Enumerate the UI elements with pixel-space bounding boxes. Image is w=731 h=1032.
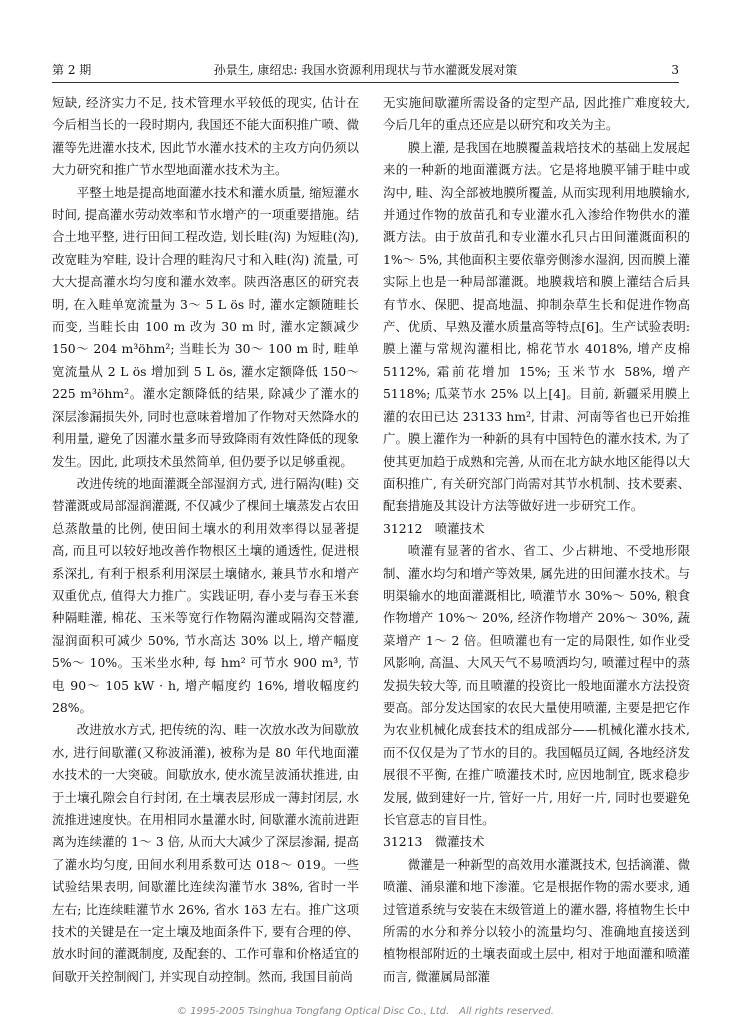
paragraph: 喷灌有显著的省水、省工、少占耕地、不受地形限制、灌水均匀和增产等效果, 属先进的田间灌水技术。与明渠输水的地面灌溉相比, 喷灌节水 30%～ 50%, 粮食作物增产 10%～ 20%, 经济作物增产 20%～ 30%, 蔬菜增产 1～ 2 倍。但喷灌也有一定的局限性, 如作业受风影响, 高温、大风天气不易喷洒均匀, 喷灌过程中的蒸发损失较大等, 而且喷灌的投资比一般地面灌水方法投资要高。部分发达国家的农民大量使用喷灌, 主要是把它作为农业机械化成套技术的组成部分——机械化灌水技术, 而不仅仅是为了节水的目的。我国幅员辽阔, 各地经济发展很不平衡, 在推广喷灌技术时, 应因地制宜, 既求稳步发展, 做到建好一片, 管好一片, 用好一片, 同时也要避免长官意志的盲目性。	[383, 543, 690, 827]
section-heading: 31213 微灌技术	[383, 834, 485, 850]
copyright-footer: © 1995-2005 Tsinghua Tongfang Optical Disc Co., Ltd. All rights reserved.	[177, 1006, 554, 1017]
issue-number: 第 2 期	[52, 63, 92, 77]
paragraph: 改进传统的地面灌溉全部湿润方式, 进行隔沟(畦) 交替灌溉或局部湿润灌溉, 不仅减少了棵间土壤蒸发占农田总蒸散量的比例, 使田间土壤水的利用效率得以显著提高, 而且可以较好地改善作物根区土壤的通透性, 促进根系深扎, 有利于根系利用深层土壤储水, 兼具节水和增产双重优点, 值得大力推广。实践证明, 春小麦与春玉米套种隔畦灌, 棉花、玉米等宽行作物隔沟灌或隔沟交替灌, 湿润面积可减少 50%, 节水高达 30% 以上, 增产幅度 5%～ 10%。玉米坐水种, 每 hm² 可节水 900 m³, 节电 90～ 105 kW · h, 增产幅度约 16%, 增收幅度约 28%。	[52, 475, 359, 715]
right-column	[383, 92, 690, 988]
paragraph: 微灌是一种新型的高效用水灌溉技术, 包括滴灌、微喷灌、涌泉灌和地下渗灌。它是根据作物的需水要求, 通过管道系统与安装在末级管道上的灌水器, 将植物生长中所需的水分和养分以较小的流量均匀、准确地直接送到植物根部附近的土壤表面或土层中, 相对于地面灌和喷灌而言, 微灌属局部灌	[383, 856, 690, 984]
paragraph: 改进放水方式, 把传统的沟、畦一次放水改为间歇放水, 进行间歇灌(又称波涌灌), 被称为是 80 年代地面灌水技术的一大突破。间歇放水, 使水流呈波涌状推进, 由于土壤孔隙会自行封闭, 在土壤表层形成一薄封闭层, 水流推进速度快。在用相同水量灌水时, 间歇灌水流前进距离为连续灌的 1～ 3 倍, 从而大大减少了深层渗漏, 提高了灌水均匀度, 田间水利用系数可达 018～ 019。一些试验结果表明, 间歇灌比连续沟灌节水 38%, 省时一半左右; 比连续畦灌节水 26%, 省水 1ö3 左右。推广这项技术的关键是在一定土壤及地面条件下, 要有合理的停、放水时间的灌溉制度, 及配套的、工作可靠和价格适宜的间歇开关控制阀门, 并实现自动控制。然而, 我国目前尚	[52, 722, 359, 984]
paragraph: 膜上灌, 是我国在地膜覆盖栽培技术的基础上发展起来的一种新的地面灌溉方法。它是将地膜平铺于畦中或沟中, 畦、沟全部被地膜所覆盖, 从而实现利用地膜输水, 并通过作物的放苗孔和专业灌水孔入渗给作物供水的灌溉方法。由于放苗孔和专业灌水孔只占田间灌溉面积的 1%～ 5%, 其他面积主要依靠旁侧渗水湿润, 因而膜上灌实际上也是一种局部灌溉。地膜栽培和膜上灌结合后具有节水、保肥、提高地温、抑制杂草生长和促进作物高产、优质、早熟及灌水质量高等特点[6]。生产试验表明: 膜上灌与常规沟灌相比, 棉花节水 4018%, 增产皮棉 5112%, 霜前花增加 15%; 玉米节水 58%, 增产 5118%; 瓜菜节水 25% 以上[4]。目前, 新疆采用膜上灌的农田已达 23133 hm², 甘肃、河南等省也已开始推广。膜上灌作为一种新的具有中国特色的灌水技术, 为了使其更加趋于成熟和完善, 从而在北方缺水地区能得以大面积推广, 有关研究部门尚需对其节水机制、技术要素、配套措施及其设计方法等做好进一步研究工作。	[383, 139, 690, 514]
article-running-title: 孙景生, 康绍忠: 我国水资源利用现状与节水灌溉发展对策	[213, 63, 518, 77]
left-column	[52, 92, 359, 988]
page-number: 3	[671, 63, 679, 77]
paragraph: 无实施间歇灌所需设备的定型产品, 因此推广难度较大, 今后几年的重点还应是以研究和攻关为主。	[383, 95, 690, 133]
running-header	[52, 58, 679, 83]
paragraph: 平整土地是提高地面灌水技术和灌水质量, 缩短灌水时间, 提高灌水劳动效率和节水增产的一项重要措施。结合土地平整, 进行田间工程改造, 划长畦(沟) 为短畦(沟), 改宽畦为窄畦, 设计合理的畦沟尺寸和入畦(沟) 流量, 可大大提高灌水均匀度和灌水效率。陕西洛惠区的研究表明, 在入畦单宽流量为 3～ 5 L ös 时, 灌水定额随畦长而变, 当畦长由 100 m 改为 30 m 时, 灌水定额减少 150～ 204 m³öhm²; 当畦长为 30～ 100 m 时, 畦单宽流量从 2 L ös 增加到 5 L ös, 灌水定额降低 150～ 225 m³öhm²。灌水定额降低的结果, 除减少了灌水的深层渗漏损失外, 同时也意味着增加了作物对天然降水的利用量, 避免了因灌水量多而导致降雨有效性降低的现象发生。因此, 此项技术虽然简单, 但仍要予以足够重视。	[52, 184, 359, 469]
section-heading: 31212 喷灌技术	[383, 520, 485, 536]
paragraph: 短缺, 经济实力不足, 技术管理水平较低的现实, 估计在今后相当长的一段时期内, 我国还不能大面积推广喷、微灌等先进灌水技术, 因此节水灌水技术的主攻方向仍须以大力研究和推广节水型地面灌水技术为主。	[52, 95, 359, 178]
